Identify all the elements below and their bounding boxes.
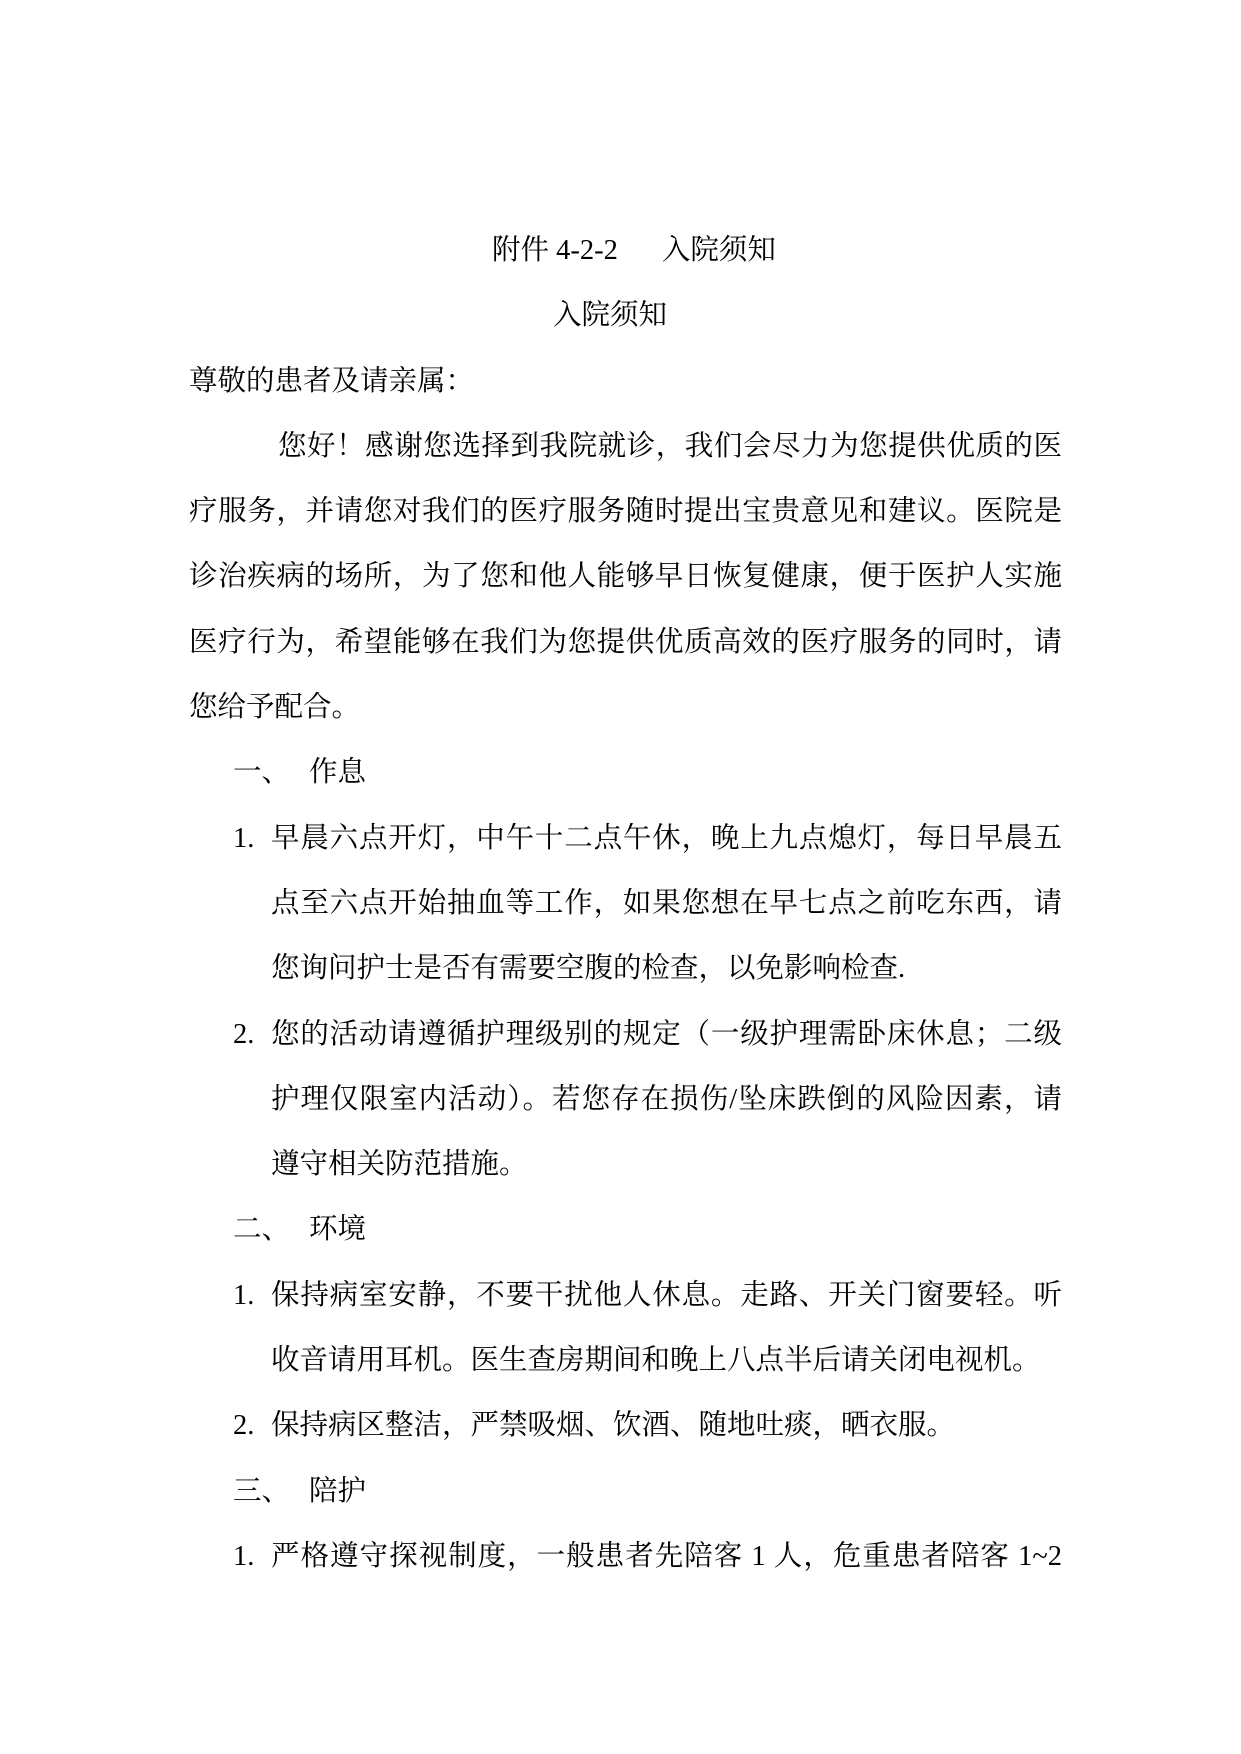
- intro-line: 您好！感谢您选择到我院就诊，我们会尽力为您提供优质的医: [278, 430, 1062, 462]
- list-item-line: 收音请用耳机。医生查房期间和晚上八点半后请关闭电视机。: [271, 1345, 1041, 1377]
- list-item-line: 保持病室安静，不要干扰他人休息。走路、开关门窗要轻。听: [271, 1279, 1062, 1311]
- list-item: [0, 1524, 1241, 1589]
- attachment-label: 附件 4-2-2: [492, 235, 618, 266]
- section-title: 环境: [309, 1214, 367, 1246]
- section-heading-environment: [0, 1197, 1241, 1262]
- intro-line: 疗服务，并请您对我们的医疗服务随时提出宝贵意见和建议。医院是: [189, 496, 1062, 528]
- list-item-line: 早晨六点开灯，中午十二点午休，晚上九点熄灯，每日早晨五: [271, 822, 1062, 854]
- list-item-number: 1.: [233, 1540, 255, 1572]
- list-item: [0, 1263, 1241, 1394]
- section-heading-rest: [0, 740, 1241, 805]
- salutation: 尊敬的患者及请亲属：: [189, 365, 475, 397]
- list-item-number: 2.: [233, 1410, 255, 1442]
- section-number: 一、: [233, 757, 291, 789]
- list-item-line: 护理仅限室内活动）。若您存在损伤/坠床跌倒的风险因素，请: [271, 1083, 1062, 1115]
- document-body: [0, 218, 1241, 1589]
- section-title: 作息: [309, 757, 367, 789]
- intro-line: 诊治疾病的场所，为了您和他人能够早日恢复健康，便于医护人实施: [189, 561, 1062, 593]
- list-item-line: 点至六点开始抽血等工作，如果您想在早七点之前吃东西，请: [271, 887, 1062, 919]
- list-item-number: 2.: [233, 1018, 255, 1050]
- list-item-line: 严格遵守探视制度，一般患者先陪客 1 人，危重患者陪客 1~2: [271, 1540, 1062, 1572]
- list-item-line: 您的活动请遵循护理级别的规定（一级护理需卧床休息；二级: [271, 1018, 1062, 1050]
- page-title: [0, 218, 1241, 283]
- document-title: 入院须知: [553, 300, 668, 332]
- intro-line: 您给予配合。: [189, 692, 361, 724]
- list-item-line: 遵守相关防范措施。: [271, 1149, 528, 1181]
- section-number: 三、: [233, 1475, 291, 1507]
- list-item: [0, 806, 1241, 1002]
- intro-line: 医疗行为，希望能够在我们为您提供优质高效的医疗服务的同时，请: [189, 626, 1062, 658]
- list-item-number: 1.: [233, 1279, 255, 1311]
- attachment-title: 入院须知: [661, 235, 776, 266]
- list-item: [0, 1002, 1241, 1198]
- list-item-line: 您询问护士是否有需要空腹的检查，以免影响检查.: [271, 953, 906, 985]
- section-heading-companion: [0, 1459, 1241, 1524]
- intro-paragraph: [0, 414, 1241, 740]
- list-item-number: 1.: [233, 822, 255, 854]
- section-title: 陪护: [309, 1475, 367, 1507]
- list-item: [0, 1393, 1241, 1458]
- section-number: 二、: [233, 1214, 291, 1246]
- list-item-line: 保持病区整洁，严禁吸烟、饮酒、随地吐痰，晒衣服。: [271, 1410, 956, 1442]
